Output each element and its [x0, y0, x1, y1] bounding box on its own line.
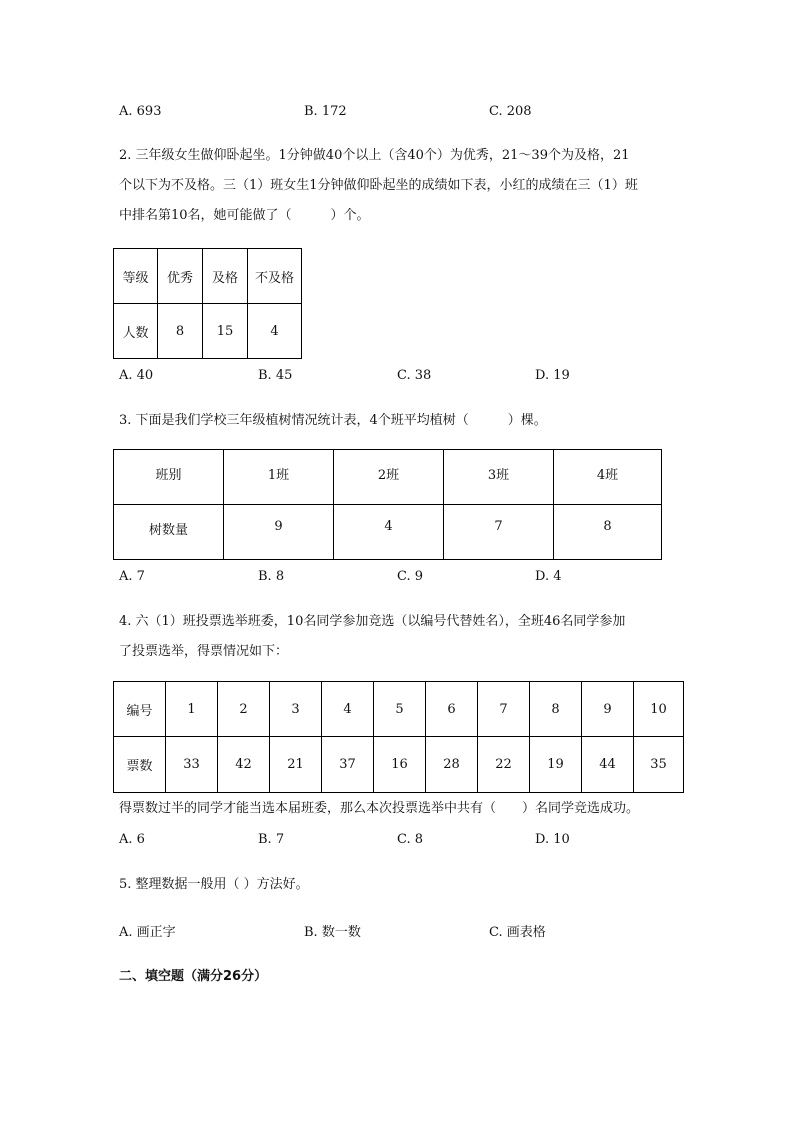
table-cell: 4	[334, 505, 444, 560]
section-heading: 二、填空题（满分26分）	[119, 969, 268, 984]
table-cell: 16	[374, 737, 426, 793]
table-cell: 2班	[334, 450, 444, 505]
table-cell: 8	[530, 682, 582, 737]
table-cell: 人数	[114, 304, 158, 359]
table-cell: 票数	[114, 737, 166, 793]
table-cell: 9	[224, 505, 334, 560]
table-cell: 班别	[114, 450, 224, 505]
table-cell: 5	[374, 682, 426, 737]
table-cell: 2	[218, 682, 270, 737]
table-cell: 1	[166, 682, 218, 737]
q3-option-d: D. 4	[535, 569, 562, 584]
q2-line-3: 中排名第10名，她可能做了（ ）个。	[119, 208, 370, 223]
q4-option-c: C. 8	[397, 832, 424, 847]
table-cell: 21	[270, 737, 322, 793]
q4-option-d: D. 10	[535, 832, 570, 847]
table-cell: 等级	[114, 249, 158, 304]
q3-table	[113, 449, 662, 560]
q4-table	[113, 681, 684, 793]
table-row	[114, 682, 684, 737]
table-cell: 1班	[224, 450, 334, 505]
table-cell: 42	[218, 737, 270, 793]
q2-option-a: A. 40	[119, 368, 154, 383]
table-cell: 优秀	[158, 249, 203, 304]
table-cell: 8	[158, 304, 203, 359]
table-cell: 19	[530, 737, 582, 793]
q3-option-c: C. 9	[397, 569, 424, 584]
q2-option-b: B. 45	[258, 368, 293, 383]
q1-option-b: B. 172	[304, 104, 347, 119]
q4-line-2: 了投票选举，得票情况如下：	[119, 644, 289, 659]
table-row	[114, 249, 302, 304]
table-cell: 4	[248, 304, 302, 359]
q4-option-b: B. 7	[258, 832, 285, 847]
table-row	[114, 505, 662, 560]
table-cell: 编号	[114, 682, 166, 737]
table-cell: 35	[634, 737, 684, 793]
q1-option-a: A. 693	[119, 104, 162, 119]
q5-option-c: C. 画表格	[489, 925, 546, 940]
q4-followup: 得票数过半的同学才能当选本届班委，那么本次投票选举中共有（ ）名同学竞选成功。	[119, 801, 640, 816]
table-row	[114, 304, 302, 359]
q2-line-2: 个以下为不及格。三（1）班女生1分钟做仰卧起坐的成绩如下表，小红的成绩在三（1）班	[119, 178, 638, 193]
table-cell: 7	[478, 682, 530, 737]
q2-option-c: C. 38	[397, 368, 432, 383]
table-cell: 3	[270, 682, 322, 737]
q2-line-1: 2. 三年级女生做仰卧起坐。1分钟做40个以上（含40个）为优秀，21～39个为及格，21	[119, 148, 630, 163]
table-cell: 28	[426, 737, 478, 793]
table-cell: 37	[322, 737, 374, 793]
table-cell: 4班	[554, 450, 662, 505]
q5-option-b: B. 数一数	[304, 925, 361, 940]
table-cell: 9	[582, 682, 634, 737]
q3-option-b: B. 8	[258, 569, 285, 584]
q3-question: 3. 下面是我们学校三年级植树情况统计表，4个班平均植树（ ）棵。	[119, 413, 547, 428]
table-cell: 3班	[444, 450, 554, 505]
table-row	[114, 737, 684, 793]
q1-option-c: C. 208	[489, 104, 532, 119]
table-cell: 10	[634, 682, 684, 737]
table-cell: 不及格	[248, 249, 302, 304]
q2-question	[119, 141, 694, 231]
table-row	[114, 450, 662, 505]
table-cell: 6	[426, 682, 478, 737]
table-cell: 树数量	[114, 505, 224, 560]
table-cell: 7	[444, 505, 554, 560]
table-cell: 15	[203, 304, 248, 359]
table-cell: 4	[322, 682, 374, 737]
table-cell: 33	[166, 737, 218, 793]
table-cell: 44	[582, 737, 634, 793]
table-cell: 22	[478, 737, 530, 793]
q4-question	[119, 607, 694, 667]
table-cell: 8	[554, 505, 662, 560]
q2-table	[113, 248, 302, 359]
q2-option-d: D. 19	[535, 368, 570, 383]
table-cell: 及格	[203, 249, 248, 304]
q5-option-a: A. 画正字	[119, 925, 176, 940]
q3-option-a: A. 7	[119, 569, 145, 584]
q5-question: 5. 整理数据一般用（ ）方法好。	[119, 877, 309, 892]
q4-line-1: 4. 六（1）班投票选举班委，10名同学参加竞选（以编号代替姓名），全班46名同学参加	[119, 614, 626, 629]
q4-option-a: A. 6	[119, 832, 145, 847]
